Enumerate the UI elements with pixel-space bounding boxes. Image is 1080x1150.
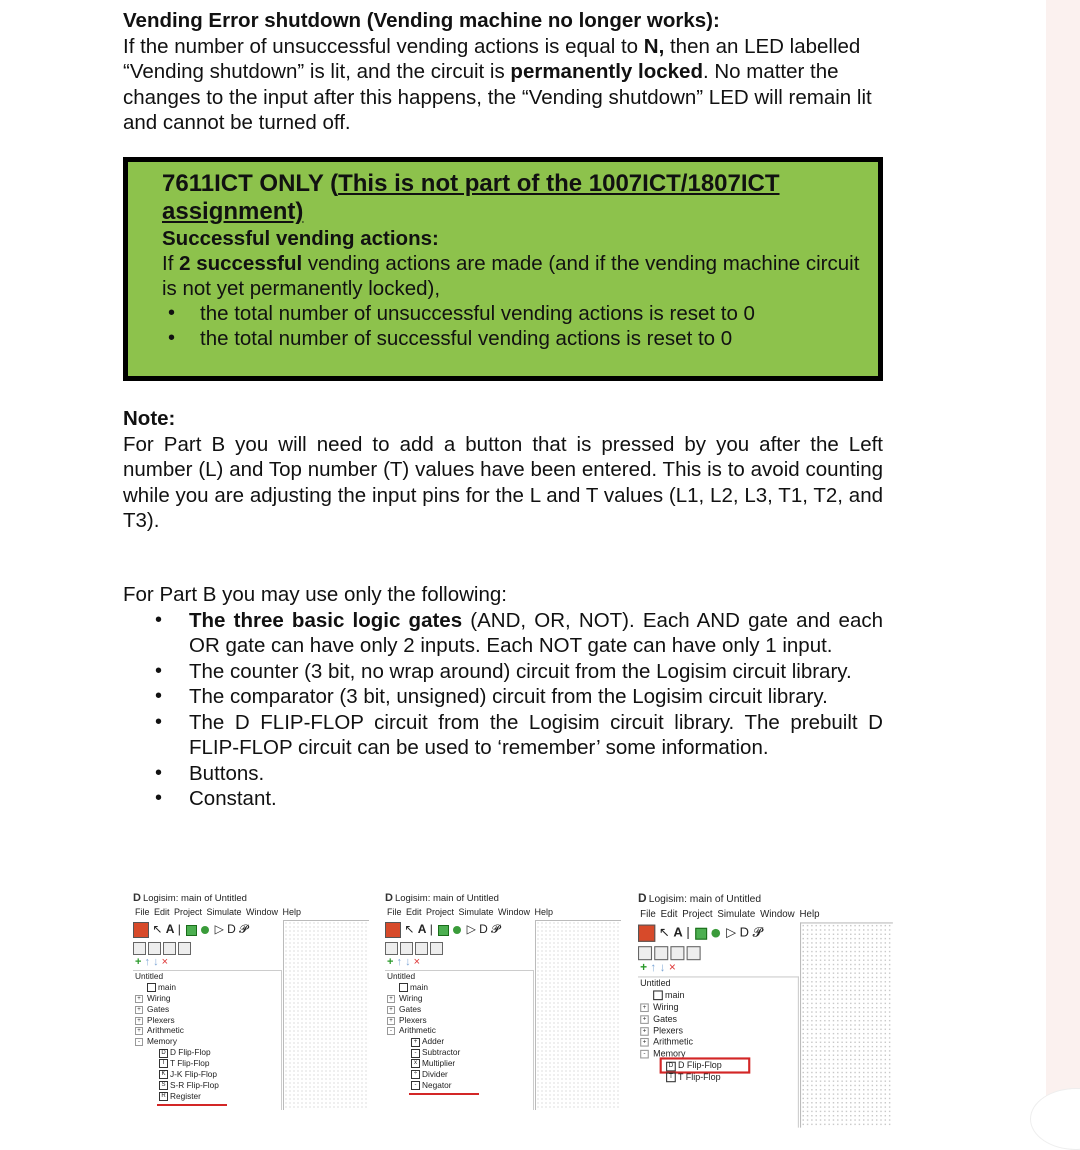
list-item: • The comparator (3 bit, unsigned) circuit from the Logisim circuit library. [123, 684, 883, 710]
component-icon: ÷ [411, 1070, 420, 1079]
not-gate-icon[interactable]: ▷ [214, 922, 224, 937]
tree-item-label: Arithmetic [653, 1036, 693, 1048]
toolbar: ↖ A | ▷ D 𝓟 [385, 922, 555, 938]
successful-vending-intro [162, 251, 862, 301]
add-circuit-icon[interactable]: + [387, 956, 394, 968]
tree-item-label: T Flip-Flop [677, 1071, 721, 1083]
select-tool-icon[interactable]: ↖ [152, 922, 163, 937]
move-down-icon[interactable]: ↓ [153, 956, 159, 968]
title-text: Logisim: main of Untitled [648, 893, 762, 906]
tree-item[interactable] [133, 993, 281, 1004]
logisim-logo-icon: D [638, 892, 647, 906]
tree-item[interactable] [638, 1048, 798, 1060]
tree-item-label: Divider [422, 1069, 448, 1080]
appearance-icon[interactable] [148, 942, 161, 955]
logisim-logo-icon: D [385, 892, 393, 904]
toolbar-secondary [133, 940, 233, 954]
tree-item[interactable] [638, 989, 798, 1001]
expand-icon[interactable]: + [387, 1017, 395, 1025]
page-corner [1030, 1088, 1080, 1150]
not-gate-icon[interactable]: ▷ [726, 924, 737, 940]
box-icon[interactable] [687, 946, 701, 960]
title-text: Logisim: main of Untitled [394, 893, 499, 904]
tree-item-label: Adder [422, 1036, 445, 1047]
tree-item[interactable] [638, 1013, 798, 1025]
tree-item[interactable] [133, 1069, 281, 1080]
or-gate-icon[interactable]: 𝓟 [239, 922, 248, 937]
circuit-canvas[interactable] [800, 922, 893, 1127]
allowed-section [123, 582, 883, 812]
delete-icon[interactable]: × [668, 961, 676, 975]
tree-item-label: T Flip-Flop [170, 1058, 210, 1069]
tree-item[interactable] [385, 1058, 533, 1069]
expand-icon[interactable]: - [640, 1050, 649, 1059]
tree-item-label: Arithmetic [399, 1025, 436, 1036]
list-item: • the total number of unsuccessful vending actions is reset to 0 [162, 301, 862, 326]
tree-item[interactable] [133, 1047, 281, 1058]
list-item: • the total number of successful vending actions is reset to 0 [162, 326, 862, 351]
tree-item[interactable] [133, 982, 281, 993]
appearance-icon[interactable] [654, 946, 668, 960]
tree-item[interactable] [385, 1069, 533, 1080]
tree-item[interactable] [133, 1058, 281, 1069]
successful-vending-heading: Successful vending actions: [162, 227, 439, 250]
tree-item[interactable] [133, 971, 281, 982]
note-section [123, 406, 883, 534]
list-item: • The D FLIP-FLOP circuit from the Logisim circuit library. The prebuilt D FLIP-FLOP circuit can be used to ‘remember’ some information. [123, 710, 883, 761]
move-up-icon[interactable]: ↑ [650, 961, 657, 975]
tree-item-label: D Flip-Flop [170, 1047, 211, 1058]
window-title [638, 892, 761, 905]
text-span: If [162, 252, 180, 275]
text-span: . No matter the changes to the input after this happens, the “Vending shutdown” LED will remain lit and cannot be turned off. [123, 60, 872, 134]
expand-icon[interactable]: + [640, 1003, 649, 1012]
circuit-icon [653, 991, 663, 1001]
circuit-canvas[interactable] [535, 920, 621, 1110]
circuit-canvas[interactable] [283, 920, 369, 1110]
expand-icon[interactable]: + [387, 1006, 395, 1014]
table-icon[interactable] [415, 942, 428, 955]
appearance-icon[interactable] [400, 942, 413, 955]
note-heading: Note: [123, 407, 176, 430]
project-toolbar [135, 956, 168, 968]
or-gate-icon[interactable]: 𝓟 [752, 924, 762, 940]
text-span: (AND, OR, NOT). Each AND gate and each OR gate can have only 2 inputs. Each NOT gate can have only 1 input. [189, 608, 884, 657]
tree-item-label: main [158, 981, 176, 992]
note-text: For Part B you will need to add a button that is pressed by you after the Left number (L) and Top number (T) values have been entered. This is to avoid counting while you are adjusting the input pins for the L and T values (L1, L2, L3, T1, T2, and T3). [123, 432, 883, 532]
explorer-tree [385, 970, 534, 1110]
add-circuit-icon[interactable]: + [135, 956, 142, 968]
tree-item[interactable] [133, 1036, 281, 1047]
tree-item-label: Multiplier [422, 1058, 456, 1069]
layout-icon[interactable] [385, 942, 398, 955]
layout-icon[interactable] [638, 946, 652, 960]
tree-item-label: main [665, 989, 685, 1001]
expand-icon[interactable]: + [640, 1015, 649, 1024]
and-gate-icon[interactable]: D [227, 922, 236, 937]
expand-icon[interactable]: + [135, 995, 143, 1003]
tree-item[interactable] [638, 1072, 798, 1084]
output-pin-icon[interactable] [453, 926, 461, 934]
component-icon: T [666, 1073, 676, 1083]
tree-item-label: Untitled [135, 971, 164, 981]
toolbar: ↖ A | ▷ D 𝓟 [638, 925, 822, 942]
delete-icon[interactable]: × [413, 956, 421, 968]
tree-item-label: Wiring [653, 1001, 679, 1012]
project-toolbar [387, 956, 420, 968]
add-circuit-icon[interactable]: + [640, 961, 648, 975]
explorer-tree [133, 970, 282, 1110]
menu-bar[interactable]: File Edit Project Simulate Window Help [135, 907, 302, 917]
poke-tool-icon[interactable] [385, 922, 401, 938]
tree-item-label: J-K Flip-Flop [170, 1069, 218, 1080]
text-span: If the number of unsuccessful vending actions is equal to [123, 34, 644, 58]
list-item: • Constant. [123, 786, 883, 812]
expand-icon[interactable]: - [387, 1027, 395, 1035]
tree-item[interactable] [385, 1004, 533, 1015]
tree-item[interactable] [385, 993, 533, 1004]
circuit-icon [399, 983, 408, 992]
tree-item-label: Wiring [147, 992, 171, 1003]
component-icon: - [411, 1049, 420, 1058]
locked-phrase: permanently locked [510, 60, 703, 83]
n-value: N, [643, 34, 665, 58]
circuit-icon [147, 983, 156, 992]
tree-item[interactable] [385, 1047, 533, 1058]
tree-item[interactable] [133, 1015, 281, 1026]
logisim-window [638, 890, 893, 1128]
move-up-icon[interactable]: ↑ [144, 956, 150, 968]
move-down-icon[interactable]: ↓ [405, 956, 411, 968]
tree-item[interactable] [662, 1060, 748, 1072]
output-pin-icon[interactable] [712, 929, 721, 938]
title-underlined: This is not part of the 1007ICT/1807ICT assignment) [162, 170, 780, 225]
move-down-icon[interactable]: ↓ [659, 961, 666, 975]
tree-item[interactable] [638, 1001, 798, 1013]
tree-item[interactable] [385, 1080, 533, 1091]
tree-item[interactable] [133, 1091, 281, 1102]
window-title [385, 892, 499, 904]
text-span: vending actions are made (and if the vending machine circuit is not yet permanently locked), [162, 252, 860, 300]
input-pin-icon[interactable] [695, 927, 707, 939]
tree-item[interactable] [638, 1025, 798, 1037]
tree-item-label: Gates [147, 1003, 170, 1014]
tree-item[interactable] [385, 1036, 533, 1047]
text-tool-icon[interactable]: A [165, 922, 175, 937]
selection-highlight [409, 1093, 479, 1095]
logisim-window [385, 890, 621, 1110]
tree-item-label: Register [170, 1090, 201, 1101]
component-icon: + [411, 1038, 420, 1047]
expand-icon[interactable]: + [135, 1006, 143, 1014]
tree-item-label: Memory [147, 1036, 177, 1047]
toolbar-secondary [385, 940, 485, 954]
and-gate-icon[interactable]: D [479, 922, 488, 937]
title-plain: 7611ICT ONLY ( [162, 170, 339, 197]
expand-icon[interactable]: + [640, 1038, 649, 1047]
list-item [123, 608, 883, 659]
title-text: Logisim: main of Untitled [142, 893, 247, 904]
component-icon: D [159, 1049, 168, 1058]
component-icon: T [159, 1059, 168, 1068]
tree-item[interactable] [638, 977, 798, 989]
tree-item[interactable] [385, 1015, 533, 1026]
7611ict-box [123, 157, 883, 381]
component-icon: x [411, 1059, 420, 1068]
move-up-icon[interactable]: ↑ [396, 956, 402, 968]
toolbar-secondary [638, 944, 746, 959]
tree-item-label: Untitled [387, 971, 416, 981]
tree-item-label: Gates [399, 1003, 422, 1014]
poke-tool-icon[interactable] [638, 925, 655, 942]
output-pin-icon[interactable] [201, 926, 209, 934]
allowed-intro: For Part B you may use only the following: [123, 583, 507, 606]
tree-item-label: Plexers [653, 1024, 684, 1036]
select-tool-icon[interactable]: ↖ [658, 924, 670, 940]
vending-error-paragraph [123, 34, 883, 136]
table-icon[interactable] [163, 942, 176, 955]
text-tool-icon[interactable]: A [417, 922, 427, 937]
component-icon: S [159, 1081, 168, 1090]
selection-highlight [157, 1104, 227, 1106]
explorer-tree [638, 976, 799, 1127]
tree-item-label: Plexers [399, 1014, 427, 1025]
tree-item-label: S-R Flip-Flop [170, 1079, 219, 1090]
text-span: then an LED labelled “Vending shutdown” is lit, and the circuit is [123, 34, 861, 83]
gates-bold: The three basic logic gates [189, 608, 463, 632]
window-title [133, 892, 247, 904]
box-icon[interactable] [178, 942, 191, 955]
tree-item-label: Plexers [147, 1014, 175, 1025]
reset-list [162, 301, 862, 351]
expand-icon[interactable]: + [135, 1017, 143, 1025]
tree-item-label: Wiring [399, 992, 423, 1003]
menu-bar[interactable]: File Edit Project Simulate Window Help [640, 908, 820, 920]
toolbar: ↖ A | ▷ D 𝓟 [133, 922, 303, 938]
page-edge-strip [1046, 0, 1080, 1110]
or-gate-icon[interactable]: 𝓟 [491, 922, 500, 937]
tree-item[interactable] [133, 1025, 281, 1036]
component-icon: D [666, 1061, 676, 1071]
component-icon: K [159, 1070, 168, 1079]
tree-item[interactable] [133, 1004, 281, 1015]
not-gate-icon[interactable]: ▷ [466, 922, 476, 937]
poke-tool-icon[interactable] [133, 922, 149, 938]
table-icon[interactable] [670, 946, 684, 960]
input-pin-icon[interactable] [438, 925, 449, 936]
tree-item-label: Arithmetic [147, 1025, 184, 1036]
and-gate-icon[interactable]: D [739, 924, 750, 940]
tree-item[interactable] [385, 971, 533, 982]
list-item: • Buttons. [123, 761, 883, 787]
layout-icon[interactable] [133, 942, 146, 955]
input-pin-icon[interactable] [186, 925, 197, 936]
select-tool-icon[interactable]: ↖ [404, 922, 415, 937]
tree-item-label: Untitled [640, 977, 671, 989]
vending-error-heading: Vending Error shutdown (Vending machine no longer works): [123, 9, 720, 32]
allowed-list [123, 608, 883, 812]
tree-item[interactable] [638, 1036, 798, 1048]
tree-item-label: Negator [422, 1079, 452, 1090]
expand-icon[interactable]: + [387, 995, 395, 1003]
tree-item-label: Subtractor [422, 1047, 461, 1058]
expand-icon[interactable]: - [135, 1038, 143, 1046]
green-box-title [162, 170, 862, 226]
tree-item-label: Memory [653, 1048, 686, 1059]
vending-error-section [123, 8, 883, 136]
tree-item-label: main [410, 981, 428, 992]
delete-icon[interactable]: × [161, 956, 169, 968]
tree-item-label: Gates [653, 1012, 678, 1024]
expand-icon[interactable]: + [135, 1027, 143, 1035]
tree-item[interactable] [385, 982, 533, 993]
expand-icon[interactable]: + [640, 1027, 649, 1036]
box-icon[interactable] [430, 942, 443, 955]
logisim-logo-icon: D [133, 892, 141, 904]
project-toolbar [640, 961, 676, 974]
component-icon: - [411, 1081, 420, 1090]
intro-bold: 2 successful [179, 252, 303, 275]
tree-item[interactable] [385, 1025, 533, 1036]
component-icon: R [159, 1092, 168, 1101]
menu-bar[interactable]: File Edit Project Simulate Window Help [387, 907, 554, 917]
text-tool-icon[interactable]: A [673, 924, 683, 940]
logisim-window [133, 890, 369, 1110]
tree-item[interactable] [133, 1080, 281, 1091]
list-item: • The counter (3 bit, no wrap around) circuit from the Logisim circuit library. [123, 659, 883, 685]
tree-item-label: D Flip-Flop [677, 1059, 722, 1071]
